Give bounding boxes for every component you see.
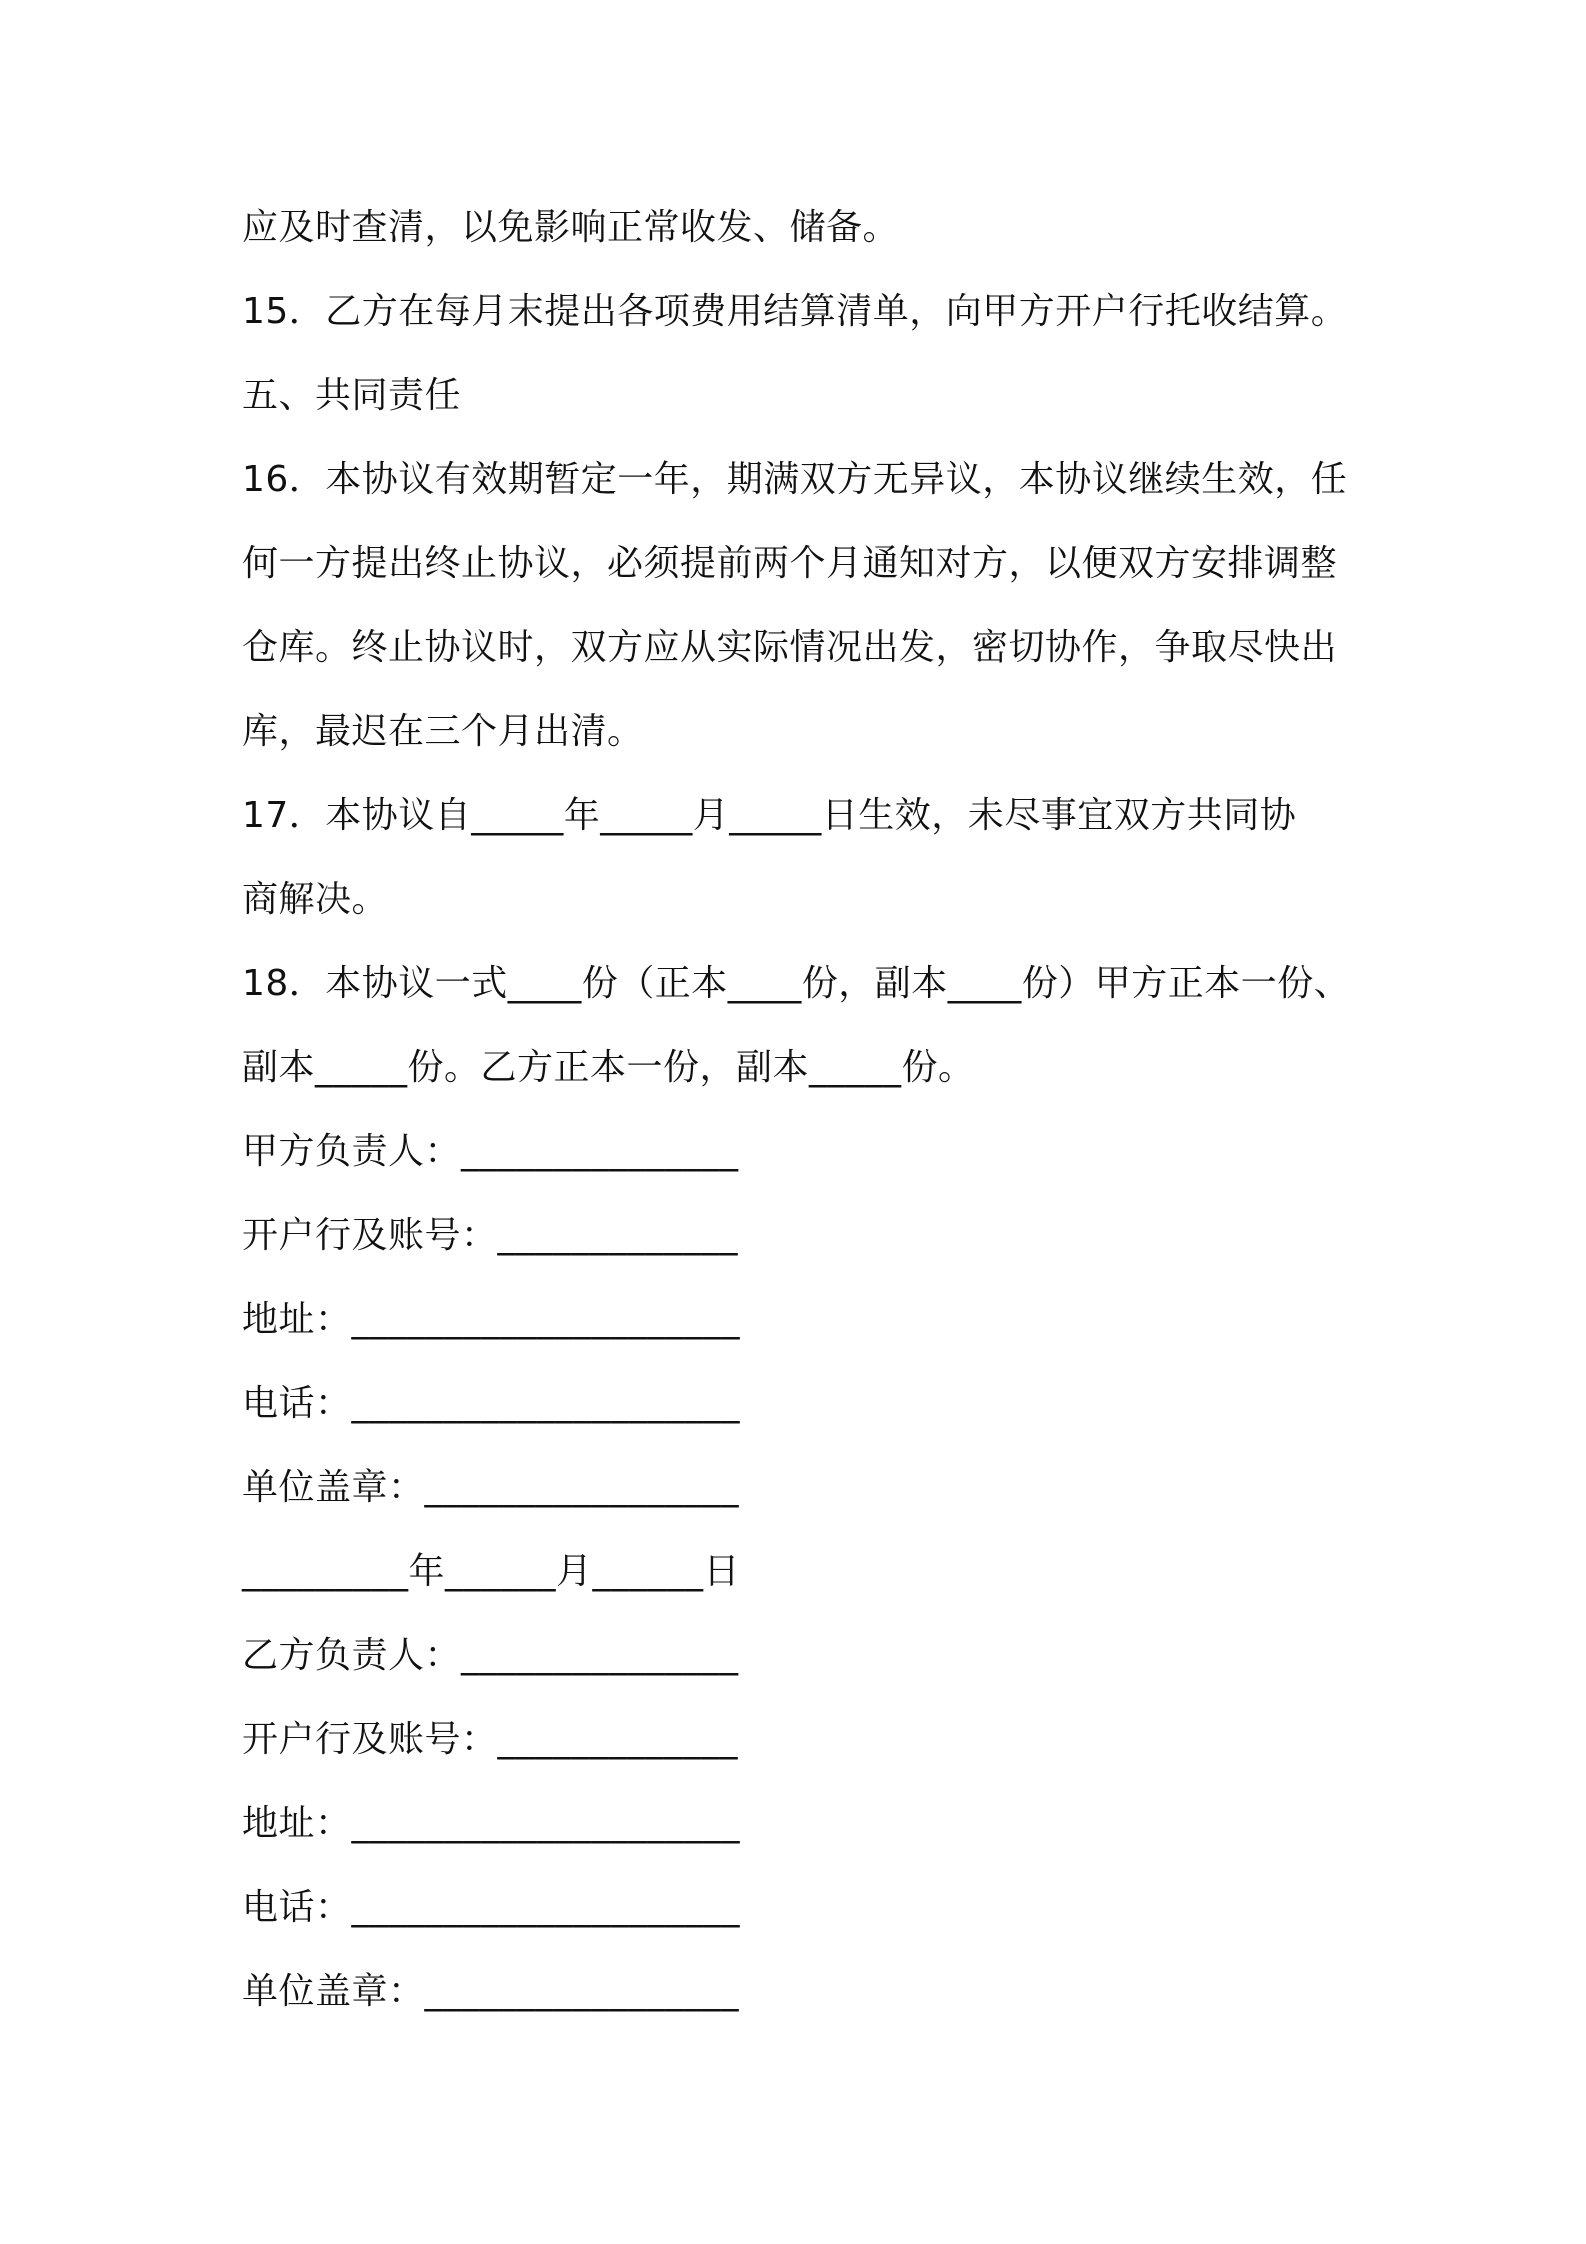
section-heading: 五、共同责任 [242, 375, 462, 416]
party-b-seal: 单位盖章：_________________ [242, 1971, 740, 2012]
text-line: 库，最迟在三个月出清。 [242, 711, 644, 752]
party-b-address: 地址：_____________________ [242, 1803, 741, 1844]
text-line: 应及时查清，以免影响正常收发、储备。 [242, 207, 900, 248]
party-b-bank-account: 开户行及账号：_____________ [242, 1719, 739, 1760]
text-line: 仓库。终止协议时，双方应从实际情况出发，密切协作，争取尽快出 [242, 627, 1338, 668]
clause-16: 16．本协议有效期暂定一年，期满双方无异议，本协议继续生效，任 [242, 459, 1348, 500]
party-a-phone: 电话：_____________________ [242, 1383, 741, 1424]
text-line: 副本_____份。乙方正本一份，副本_____份。 [242, 1047, 975, 1088]
party-b-phone: 电话：_____________________ [242, 1887, 741, 1928]
text-line: 商解决。 [242, 879, 389, 920]
party-a-representative: 甲方负责人：_______________ [242, 1131, 739, 1172]
clause-18: 18．本协议一式____份（正本____份，副本____份）甲方正本一份、 [242, 963, 1351, 1004]
party-a-date: _________年______月______日 [242, 1551, 740, 1592]
party-a-bank-account: 开户行及账号：_____________ [242, 1215, 739, 1256]
clause-15: 15．乙方在每月末提出各项费用结算清单，向甲方开户行托收结算。 [242, 291, 1348, 332]
text-line: 何一方提出终止协议，必须提前两个月通知对方，以便双方安排调整 [242, 543, 1338, 584]
party-a-address: 地址：_____________________ [242, 1299, 741, 1340]
party-b-representative: 乙方负责人：_______________ [242, 1635, 739, 1676]
party-a-seal: 单位盖章：_________________ [242, 1467, 740, 1508]
clause-17: 17．本协议自_____年_____月_____日生效，未尽事宜双方共同协 [242, 795, 1297, 836]
